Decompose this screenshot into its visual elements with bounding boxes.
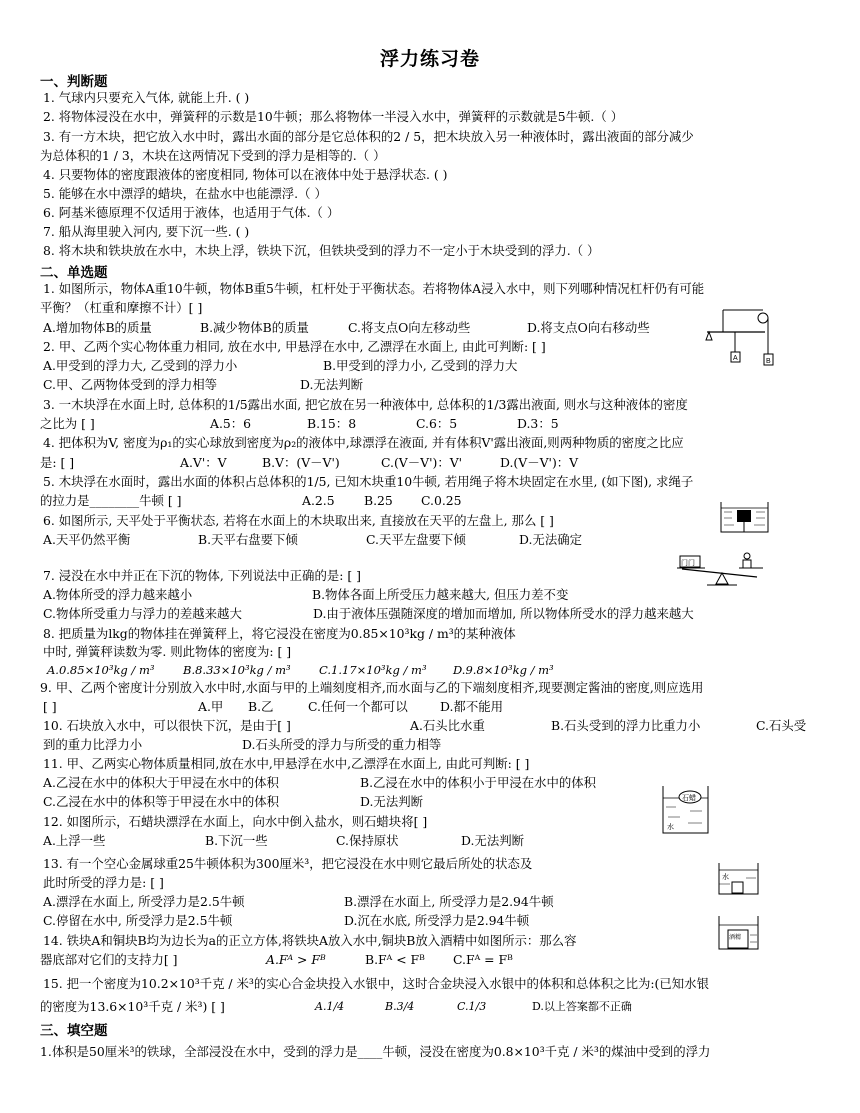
q10-option-d: D.石头所受的浮力与所受的重力相等 [242, 737, 442, 752]
q14-option-a: A.Fᴬ > Fᴮ [266, 952, 326, 967]
judge-q7: 7. 船从海里驶入河内, 要下沉一些. ( ) [43, 224, 250, 239]
q11-option-a: A.乙浸在水中的体积大于甲浸在水中的体积 [43, 775, 279, 790]
single-q6: 6. 如图所示, 天平处于平衡状态, 若将在水面上的木块取出来, 直接放在天平的左盘上, 那么 [ ] [43, 513, 554, 528]
q5-option-b: B.25 [364, 493, 393, 508]
q2-option-b: B.甲受到的浮力小, 乙受到的浮力大 [323, 358, 518, 373]
judge-q6: 6. 阿基米德原理不仅适用于液体，也适用于气体.（ ） [43, 205, 340, 220]
q3-option-b: B.15：8 [307, 416, 357, 431]
judge-q3: 3. 有一方木块，把它放入水中时，露出水面的部分是它总体积的2 / 5，把木块放入另一种液体时，露出液面的部分减少 [43, 129, 694, 144]
q9-bracket: [ ] [43, 699, 57, 714]
single-q3-cont: 之比为 [ ] [40, 416, 95, 431]
q10-option-a: A.石头比水重 [410, 718, 485, 733]
q2-option-c: C.甲、乙两物体受到的浮力相等 [43, 377, 218, 392]
judge-q8: 8. 将木块和铁块放在水中，木块上浮，铁块下沉，但铁块受到的浮力不一定小于木块受到的浮力.（ ） [43, 243, 600, 258]
q15-option-b: B.3/4 [385, 1000, 415, 1013]
q12-option-a: A.上浮一些 [43, 833, 106, 848]
q13-option-a: A.漂浮在水面上, 所受浮力是2.5牛顿 [43, 894, 245, 909]
q9-option-b: B.乙 [248, 699, 274, 714]
q5-option-a: A.2.5 [302, 493, 335, 508]
single-q12: 12. 如图所示，石蜡块漂浮在水面上，向水中倒入盐水，则石蜡块将[ ] [43, 814, 428, 829]
q4-option-c: C.(V－V')：V' [381, 455, 463, 470]
single-q13: 13. 有一个空心金属球重25牛顿体积为300厘米³，把它浸没在水中则它最后所处的状态及 [43, 856, 533, 871]
single-q5-cont: 的拉力是________牛顿 [ ] [40, 493, 182, 508]
single-q8: 8. 把质量为lkg的物体挂在弹簧秤上，将它浸没在密度为0.85×10³kg / m³的某种液体 [43, 626, 516, 641]
tied-block-figure [720, 500, 770, 534]
q14-option-c: C.Fᴬ = Fᴮ [453, 952, 513, 967]
q10-option-c: C.石头受 [756, 718, 807, 733]
q1-option-d: D.将支点O向右移动些 [527, 320, 650, 335]
single-q1: 1. 如图所示，物体A重10牛顿，物体B重5牛顿，杠杆处于平衡状态。若将物体A浸入水中，则下列哪种情况杠杆仍有可能 [43, 281, 705, 296]
q6-option-b: B.天平右盘要下倾 [198, 532, 298, 547]
q7-option-a: A.物体所受的浮力越来越小 [43, 587, 193, 602]
single-q15-cont: 的密度为13.6×10³千克 / 米³) [ ] [40, 999, 225, 1014]
q10-option-b: B.石头受到的浮力比重力小 [551, 718, 701, 733]
iron-water-label: 水 [722, 874, 729, 881]
q8-option-a: A.0.85×10³kg / m³ [47, 663, 155, 677]
judge-q5: 5. 能够在水中漂浮的蜡块，在盐水中也能漂浮.（ ） [43, 186, 327, 201]
q3-option-c: C.6：5 [416, 416, 458, 431]
q14-option-b: B.Fᴬ < Fᴮ [365, 952, 425, 967]
single-q9: 9. 甲、乙两个密度计分别放入水中时,水面与甲的上端刻度相齐,而水面与乙的下端刻度相齐,现要测定酱油的密度,则应选用 [40, 680, 704, 695]
single-q7: 7. 浸没在水中并正在下沉的物体, 下列说法中正确的是: [ ] [43, 568, 361, 583]
q2-option-d: D.无法判断 [300, 377, 363, 392]
single-q13-cont: 此时所受的浮力是: [ ] [43, 875, 164, 890]
q9-option-c: C.任何一个都可以 [308, 699, 408, 714]
wax-beaker-figure [662, 785, 710, 835]
q4-option-a: A.V'：V [180, 455, 227, 470]
judge-q2: 2. 将物体浸没在水中，弹簧秤的示数是10牛顿；那么将物体一半浸入水中，弹簧秤的示数就是5牛顿.（ ） [43, 109, 624, 124]
lever-figure [705, 308, 785, 373]
copper-beaker-figure [718, 915, 760, 951]
q15-option-c: C.1/3 [457, 1000, 487, 1013]
q12-option-d: D.无法判断 [461, 833, 524, 848]
q1-option-b: B.减少物体B的质量 [200, 320, 309, 335]
q1-option-c: C.将支点O向左移动些 [348, 320, 471, 335]
single-q10: 10. 石块放入水中，可以很快下沉，是由于[ ] [43, 718, 291, 733]
q7-option-c: C.物体所受重力与浮力的差越来越大 [43, 606, 242, 621]
q7-option-b: B.物体各面上所受压力越来越大, 但压力差不变 [312, 587, 569, 602]
single-q15: 15. 把一个密度为10.2×10³千克 / 米³的实心合金块投入水银中，这时合金块浸入水银中的体积和总体积之比为:(已知水银 [43, 976, 709, 991]
q12-option-b: B.下沉一些 [205, 833, 268, 848]
q8-option-c: C.1.17×10³kg / m³ [319, 663, 427, 677]
q13-option-c: C.停留在水中, 所受浮力是2.5牛顿 [43, 913, 233, 928]
q13-option-b: B.漂浮在水面上, 所受浮力是2.94牛顿 [344, 894, 554, 909]
balance-label: 门门 [681, 560, 695, 567]
q4-option-b: B.V：(V－V') [262, 455, 340, 470]
q9-option-a: A.甲 [198, 699, 224, 714]
q11-option-b: B.乙浸在水中的体积小于甲浸在水中的体积 [360, 775, 597, 790]
single-q4: 4. 把体积为V, 密度为ρ₁的实心球放到密度为ρ₂的液体中,球漂浮在液面, 并有体积V'露出液面,则两种物质的密度之比应 [43, 435, 684, 450]
wax-water-label: 水 [667, 824, 674, 831]
q10-option-c-cont: 到的重力比浮力小 [43, 737, 143, 752]
wax-label: 石蜡 [682, 795, 696, 802]
q3-option-a: A.5：6 [210, 416, 252, 431]
q1-option-a: A.增加物体B的质量 [43, 320, 152, 335]
lever-label-b: B [766, 358, 771, 365]
judge-q1: 1. 气球内只要充入气体, 就能上升. ( ) [43, 90, 250, 105]
iron-beaker-figure [718, 862, 760, 896]
q8-option-b: B.8.33×10³kg / m³ [183, 663, 291, 677]
judge-q4: 4. 只要物体的密度跟液体的密度相同, 物体可以在液体中处于悬浮状态. ( ) [43, 167, 448, 182]
judge-q3-cont: 为总体积的1 / 3，木块在这两情况下受到的浮力是相等的.（ ） [40, 148, 386, 163]
q4-option-d: D.(V－V')：V [500, 455, 579, 470]
single-q11: 11. 甲、乙两实心物体质量相同,放在水中,甲悬浮在水中,乙漂浮在水面上, 由此可判断: [ ] [43, 756, 530, 771]
q3-option-d: D.3：5 [517, 416, 559, 431]
q8-option-d: D.9.8×10³kg / m³ [453, 663, 554, 677]
single-q3: 3. 一木块浮在水面上时, 总体积的1/5露出水面, 把它放在另一种液体中, 总体积的1/3露出液面, 则水与这种液体的密度 [43, 397, 688, 412]
q9-option-d: D.都不能用 [440, 699, 503, 714]
single-q14: 14. 铁块A和铜块B均为边长为a的正立方体,将铁块A放入水中,铜块B放入酒精中如图所示：那么容 [43, 933, 577, 948]
q15-option-d: D.以上答案都不正确 [532, 1000, 632, 1013]
q6-option-a: A.天平仍然平衡 [43, 532, 131, 547]
section-fill: 三、填空题 [40, 1023, 108, 1039]
q7-option-d: D.由于液体压强随深度的增加而增加, 所以物体所受水的浮力越来越大 [313, 606, 694, 621]
q15-option-a: A.1/4 [315, 1000, 345, 1013]
q11-option-c: C.乙浸在水中的体积等于甲浸在水中的体积 [43, 794, 280, 809]
single-q8-cont: 中时, 弹簧秤读数为零. 则此物体的密度为: [ ] [43, 644, 292, 659]
q6-option-c: C.天平左盘要下倾 [366, 532, 466, 547]
section-single: 二、单选题 [40, 265, 108, 281]
q5-option-c: C.0.25 [421, 493, 462, 508]
page-title: 浮力练习卷 [379, 48, 480, 70]
single-q1-cont: 平衡？（杠重和摩擦不计）[ ] [40, 300, 203, 315]
single-q5: 5. 木块浮在水面时，露出水面的体积占总体积的1/5, 已知木块重10牛顿, 若用绳子将木块固定在水里, (如下图), 求绳子 [43, 474, 694, 489]
lever-label-a: A [733, 355, 738, 362]
section-judge: 一、判断题 [40, 74, 108, 90]
fill-q1: 1.体积是50厘米³的铁球，全部浸没在水中，受到的浮力是____牛顿，浸没在密度为0.8×10³千克 / 米³的煤油中受到的浮力 [40, 1044, 711, 1059]
single-q4-cont: 是: [ ] [40, 455, 75, 470]
single-q2: 2. 甲、乙两个实心物体重力相同, 放在水中, 甲悬浮在水中, 乙漂浮在水面上, 由此可判断: [ ] [43, 339, 546, 354]
q13-option-d: D.沉在水底, 所受浮力是2.94牛顿 [344, 913, 530, 928]
q2-option-a: A.甲受到的浮力大, 乙受到的浮力小 [43, 358, 238, 373]
q11-option-d: D.无法判断 [360, 794, 423, 809]
q12-option-c: C.保持原状 [336, 833, 399, 848]
q6-option-d: D.无法确定 [519, 532, 582, 547]
copper-alcohol-label: 酒精 [729, 935, 742, 941]
balance-figure [677, 551, 767, 587]
single-q14-cont: 器底部对它们的支持力[ ] [40, 952, 178, 967]
